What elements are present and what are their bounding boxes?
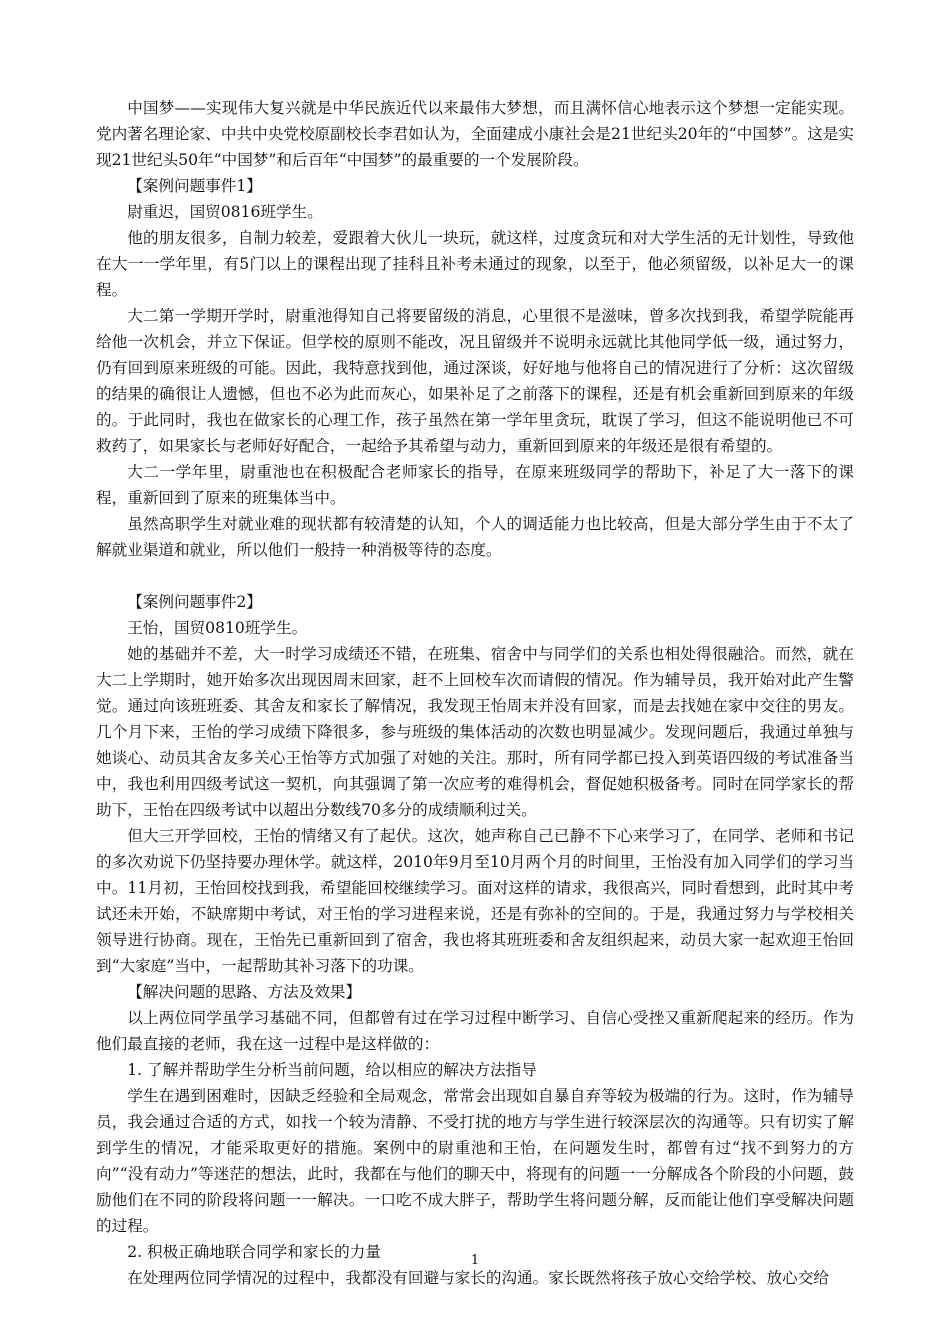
case2-student: 王怡，国贸0810班学生。: [127, 619, 308, 637]
solution-point1-title: 1. 了解并帮助学生分析当前问题，给以相应的解决方法指导: [127, 1061, 537, 1079]
case2-paragraph: 但大三开学回校，王怡的情绪又有了起伏。这次，她声称自己已静不下心来学习了，在同学、老师和书记的多次劝说下仍坚持要办理休学。就这样，2010年9月至10月两个月的时间里，王怡没有加入同学们的学习当中。11月初，王怡回校找到我，希望能回校继续学习。面对这样的请求，我很高兴，同时看想到，此时其中考试还未开始，不缺席期中考试，对王怡的学习进程来说，还是有弥补的空间的。于是，我通过努力与学校相关领导进行协商。现在，王怡先已重新回到了宿舍，我也将其班班委和舍友组织起来，动员大家一起欢迎王怡回到“大家庭”当中，一起帮助其补习落下的功课。: [96, 827, 854, 975]
document-page: [96, 95, 854, 1291]
case1-heading: 【案例问题事件1】: [127, 177, 262, 195]
case1-paragraph: 他的朋友很多，自制力较差，爱跟着大伙儿一块玩，就这样，过度贪玩和对大学生活的无计划性，导致他在大一一学年里，有5门以上的课程出现了挂科且补考未通过的现象，以至于，他必须留级，以补足大一的课程。: [96, 229, 854, 299]
case1-paragraph: 大二第一学期开学时，尉重池得知自己将要留级的消息，心里很不是滋味，曾多次找到我，希望学院能再给他一次机会，并立下保证。但学校的原则不能改，况且留级并不说明永远就比其他同学低一级，通过努力，仍有回到原来班级的可能。因此，我特意找到他，通过深谈，好好地与他将自己的情况进行了分析：这次留级的结果的确很让人遗憾，但也不必为此而灰心，如果补足了之前落下的课程，还是有机会重新回到原来的年级的。于此同时，我也在做家长的心理工作，孩子虽然在第一学年里贪玩，耽误了学习，但这不能说明他已不可救药了，如果家长与老师好好配合，一起给予其希望与动力，重新回到原来的年级还是很有希望的。: [96, 307, 854, 455]
blank-line: [96, 563, 854, 589]
solution-heading: 【解决问题的思路、方法及效果】: [127, 983, 362, 1001]
case1-paragraph: 虽然高职学生对就业难的现状都有较清楚的认知，个人的调适能力也比较高，但是大部分学生由于不太了解就业渠道和就业，所以他们一般持一种消极等待的态度。: [96, 515, 854, 559]
case2-heading: 【案例问题事件2】: [127, 593, 262, 611]
intro-paragraph: 中国梦——实现伟大复兴就是中华民族近代以来最伟大梦想，而且满怀信心地表示这个梦想一定能实现。党内著名理论家、中共中央党校原副校长李君如认为，全面建成小康社会是21世纪头20年的“中国梦”。这是实现21世纪头50年“中国梦”和后百年“中国梦”的最重要的一个发展阶段。: [96, 99, 854, 169]
solution-point2-text: 在处理两位同学情况的过程中，我都没有回避与家长的沟通。家长既然将孩子放心交给学校、放心交给: [127, 1269, 829, 1287]
case2-paragraph: 她的基础并不差，大一时学习成绩还不错，在班集、宿舍中与同学们的关系也相处得很融洽。而然，就在大二上学期时，她开始多次出现因周末回家，赶不上回校车次而请假的情况。作为辅导员，我开始对此产生警觉。通过向该班班委、其舍友和家长了解情况，我发现王怡周末并没有回家，而是去找她在家中交往的男友。几个月下来，王怡的学习成绩下降很多，参与班级的集体活动的次数也明显减少。发现问题后，我通过单独与她谈心、动员其舍友多关心王怡等方式加强了对她的关注。那时，所有同学都已投入到英语四级的考试准备当中，我也利用四级考试这一契机，向其强调了第一次应考的难得机会，督促她积极备考。同时在同学家长的帮助下，王怡在四级考试中以超出分数线70多分的成绩顺利过关。: [96, 645, 854, 819]
solution-point1-text: 学生在遇到困难时，因缺乏经验和全局观念，常常会出现如自暴自弃等较为极端的行为。这时，作为辅导员，我会通过合适的方式，如找一个较为清静、不受打扰的地方与学生进行较深层次的沟通等。只有切实了解到学生的情况，才能采取更好的措施。案例中的尉重池和王怡，在问题发生时，都曾有过“找不到努力的方向”“没有动力”等迷茫的想法，此时，我都在与他们的聊天中，将现有的问题一一分解成各个阶段的小问题，鼓励他们在不同的阶段将问题一一解决。一口吃不成大胖子，帮助学生将问题分解，反而能让他们享受解决问题的过程。: [96, 1087, 854, 1235]
solution-point2-title: 2. 积极正确地联合同学和家长的力量: [127, 1243, 381, 1261]
case1-student: 尉重迟，国贸0816班学生。: [127, 203, 323, 221]
case1-paragraph: 大二一学年里，尉重池也在积极配合老师家长的指导，在原来班级同学的帮助下，补足了大一落下的课程，重新回到了原来的班集体当中。: [96, 463, 854, 507]
solution-intro: 以上两位同学虽学习基础不同，但都曾有过在学习过程中断学习、自信心受挫又重新爬起来的经历。作为他们最直接的老师，我在这一过程中是这样做的：: [96, 1009, 854, 1053]
page-number: 1: [470, 1253, 480, 1268]
